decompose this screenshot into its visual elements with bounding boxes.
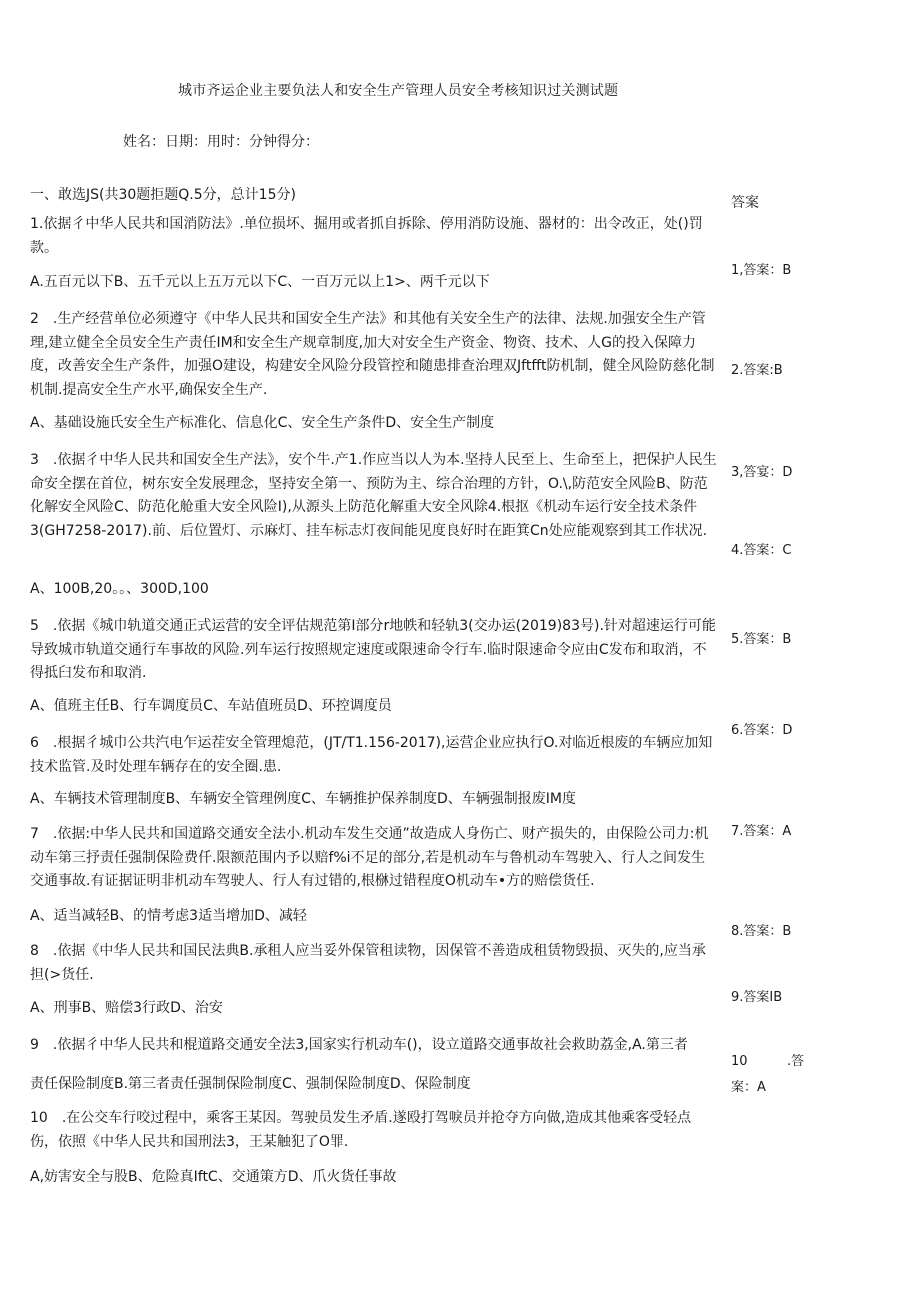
- answer-5: 5.答案：B: [731, 632, 792, 647]
- answer-8: 8.答案：B: [731, 924, 792, 939]
- question-8: 8 .依据《中华人民共和国民法典B.承租人应当妥外保管租读物，因保管不善造成租赁物毁损、灭失的,应当承担(>货任.: [30, 943, 706, 983]
- answer-1: 1,答案：B: [731, 263, 792, 278]
- question-6: 6 .根据彳城巾公共汽电乍运茬安全管理熄范，(JT/T1.156-2017),运营企业应执行O.对临近根废的车辆应加知技术监管.及时处理车辆存在的安全圈.患.: [30, 735, 713, 775]
- question-5-options: A、值班主任B、行车调度员C、车站值班员D、环控调度员: [30, 698, 392, 714]
- question-10: 10 .在公交车行咬过程中，乘客王某因。驾驶员发生矛盾.遂殴打驾唳员并抢夺方向做,造成其他乘客受轻点伤，依照《中华人民共和国刑法3，王某触犯了O罪.: [30, 1110, 692, 1150]
- section-heading: 一、敢选JS(共30题拒题Q.5分，总计15分): [30, 187, 296, 203]
- answer-10-label: .答: [787, 1054, 805, 1069]
- info-line: 姓名：日期：用时：分钟得分：: [123, 134, 319, 150]
- question-9-options: 责任保险制度B.第三者责任强制保险制度C、强制保险制度D、保险制度: [30, 1076, 471, 1092]
- question-6-options: A、车辆技术管理制度B、车辆安全管理例度C、车辆推护保养制度D、车辆强制报废IM度: [30, 791, 576, 807]
- question-7-options: A、适当减轻B、的情考虑3适当增加D、减轻: [30, 908, 307, 924]
- question-5: 5 .依据《城巾轨道交通正式运营的安全评估规范第I部分r地帙和轻轨3(交办运(2019)83号).针对超速运行可能导致城市轨道交通行车事故的风险.列车运行按照规定速度或限速命令行车.临时限速命令应由C发布和取消，不得抵臼发布和取消.: [30, 618, 716, 681]
- question-9: 9 .依据彳中华人民共和棍道路交通安全法3,国家实行机动车()，设立道路交通事故社会救助荔金,A.第三者: [30, 1037, 688, 1053]
- answer-10: [731, 1049, 811, 1101]
- question-10-options: A,妨害安全与股B、危险真IftC、交通策方D、爪火货任事故: [30, 1169, 397, 1185]
- question-8-options: A、刑事B、赔偿3行政D、治安: [30, 1000, 223, 1016]
- answer-10-number: 10: [731, 1054, 748, 1069]
- answer-6: 6.答案：D: [731, 723, 793, 738]
- question-1-options: A.五百元以下B、五千元以上五万元以下C、一百万元以上1>、两千元以下: [30, 274, 490, 290]
- question-4-options: A、100B,20。。、300D,100: [30, 581, 209, 597]
- question-1: 1.依据彳中华人民共和国消防法》.单位损坏、掘用或者抓自拆除、停用消防设施、器材的：出令改正，处()罚款。: [30, 216, 703, 256]
- question-2: 2 .生产经营单位必须遵守《中华人民共和国安全生产法》和其他有关安全生产的法律、法规.加强安全生产管理,建立健全全员安全生产责任IM和安全生产规章制度,加大对安全生产资金、物资、技术、人G的投入保障力度，改善安全生产条件，加强O建设，构建安全风险分段管控和随患排查治理双Jftfft防机制，健全风险防慈化制机制.提高安全生产水平,确保安全生产.: [30, 311, 715, 398]
- question-3-4: 3 .依据彳中华人民共和国安全生产法》，安个牛.产1.作应当以人为本.坚持人民至上、生命至上，把保护人民生命安全摆在首位，树东安全发展理念，坚持安全第一、预防为主、综合治理的方针，O.\,防范安全风险B、防范化解安全风险C、防范化舱重大安全风险I),从源头上防范化解重大安全风除4.根抠《机动车运行安全技术条件3(GH7258-2017).前、后位置灯、示麻灯、挂车标志灯夜间能见度良好时在距箕Cn处应能观察到其工作状况.: [30, 452, 717, 539]
- page-title: 城市齐运企业主要负法人和安全生产管理人员安全考核知识过关测试题: [178, 83, 619, 99]
- answer-3: 3,答宴：D: [731, 465, 793, 480]
- answer-7: 7.答案：A: [731, 824, 792, 839]
- question-7: 7 .依据:中华人民共和国道路交通安全法小.机动车发生交通”故造成人身伤亡、财产损失的，由保险公司力:机动车第三抒责任强制保险费仟.限额范围内予以赔f%i不足的部分,若是机动车与鲁机动车驾驶入、行人之间发生交通事故.有证据证明非机动车驾驶人、行人有过错的,根椕过错程度O机动车•方的赔偿货任.: [30, 826, 709, 889]
- answer-2: 2.答案:B: [731, 363, 783, 378]
- answer-9: 9.答案IB: [731, 990, 783, 1005]
- question-2-options: A、基础设施氏安全生产标准化、信息化C、安全生产条件D、安全生产制度: [30, 415, 495, 431]
- answer-column-header: 答案: [731, 195, 759, 211]
- answer-4: 4.答案：C: [731, 543, 792, 558]
- answer-10-value: 案：A: [731, 1080, 766, 1095]
